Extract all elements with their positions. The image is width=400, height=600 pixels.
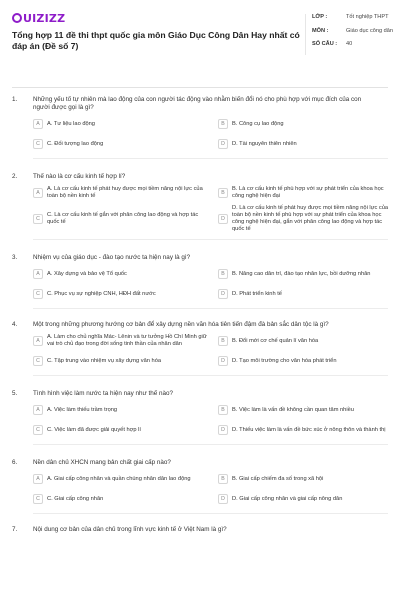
option-text: C. Đối tượng lao động [47,140,104,147]
option-b[interactable] [218,333,395,349]
option-a[interactable] [33,185,210,201]
question-divider [33,513,388,514]
options-grid [33,266,388,302]
option-text: D. Thiếu việc làm là vấn đề bức xúc ở nông thôn và thành thị [232,426,386,433]
question-5 [12,390,388,445]
quizizz-logo[interactable] [12,12,65,25]
option-text: A. Việc làm thiếu trầm trọng [47,406,118,413]
option-letter-box: C [33,214,43,224]
question-number: 6. [12,459,18,466]
question-header [12,390,388,398]
option-letter-box: C [33,139,43,149]
option-letter-box: A [33,405,43,415]
option-text: D. Là cơ cấu kinh tế phát huy được mọi tiềm năng nội lực của toàn bộ nền kinh tế phù hợp với sự phát triển của khoa học công nghệ hiện đại, gắn với phân công lao động và hợp tác quốc tế [232,205,389,232]
option-c[interactable] [33,205,210,233]
logo-text: UIZIZZ [23,12,66,25]
meta-question-count: SỐ CÂU : 40 [312,41,353,47]
option-d[interactable] [218,422,395,438]
meta-class: LỚP : Tốt nghiệp THPT [312,14,389,20]
question-divider [33,375,388,376]
option-a[interactable] [33,333,210,349]
meta-subject: MÔN : Giáo dục công dân [312,27,393,34]
question-text: Nền dân chủ XHCN mang bản chất giai cấp nào? [33,459,171,466]
option-letter-box: C [33,356,43,366]
option-letter-box: C [33,289,43,299]
option-letter-box: D [218,356,228,366]
option-d[interactable] [218,353,395,369]
question-text: Tình hình việc làm nước ta hiện nay như thế nào? [33,390,173,397]
option-text: D. Tạo môi trường cho văn hóa phát triển [232,357,337,364]
question-header [12,254,388,262]
option-letter-box: A [33,474,43,484]
option-a[interactable] [33,266,210,282]
option-letter-box: A [33,119,43,129]
question-header [12,173,388,181]
question-text: Những yếu tố tự nhiên mà lao động của con người tác động vào nhằm biến đổi nó cho phù hợp với mục đích của con người được gọi là gì? [33,96,362,111]
option-b[interactable] [218,402,395,418]
question-1 [12,96,388,159]
logo-q-icon [12,13,22,23]
question-text: Một trong những phương hướng cơ bản để xây dựng nền văn hóa tiên tiến đậm đà bản sắc dân tộc là gì? [33,321,329,328]
question-text: Nội dung cơ bản của dân chủ trong lĩnh vực kinh tế ở Việt Nam là gì? [33,526,227,533]
question-header [12,526,388,534]
question-7 [12,526,388,534]
question-number: 3. [12,254,18,261]
worksheet-title: Tổng hợp 11 đề thi thpt quốc gia môn Giáo Dục Công Dân Hay nhất có đáp án (Đề số 7) [12,30,300,51]
option-text: C. Việc làm đã được giải quyết hợp lí [47,426,141,433]
question-list [12,96,388,538]
option-text: C. Giai cấp công nhân [47,495,104,502]
options-grid [33,333,388,369]
option-text: D. Phát triển kinh tế [232,290,282,297]
option-letter-box: A [33,336,43,346]
question-6 [12,459,388,514]
question-header [12,459,388,467]
options-grid [33,116,388,152]
question-header [12,321,388,329]
option-c[interactable] [33,491,210,507]
question-number: 7. [12,526,18,533]
option-d[interactable] [218,205,395,233]
option-c[interactable] [33,136,210,152]
option-text: B. Nâng cao dân trí, đào tạo nhân lực, bồi dưỡng nhân [232,270,371,277]
question-text: Thế nào là cơ cấu kinh tế hợp lí? [33,173,126,180]
option-a[interactable] [33,471,210,487]
question-divider [33,158,388,159]
option-c[interactable] [33,353,210,369]
option-text: C. Phục vụ sự nghiệp CNH, HĐH đất nước [47,290,156,297]
worksheet-header [12,12,393,88]
option-text: B. Công cụ lao động [232,120,284,127]
options-grid [33,402,388,438]
question-2 [12,173,388,240]
option-d[interactable] [218,491,395,507]
option-letter-box: A [33,269,43,279]
question-number: 2. [12,173,18,180]
option-letter-box: D [218,139,228,149]
option-letter-box: B [218,336,228,346]
option-text: A. Giai cấp công nhân và quần chúng nhân dân lao động [47,475,191,482]
question-number: 4. [12,321,18,328]
option-letter-box: B [218,188,228,198]
question-number: 1. [12,96,18,103]
option-letter-box: D [218,214,228,224]
option-letter-box: A [33,188,43,198]
option-a[interactable] [33,402,210,418]
option-a[interactable] [33,116,210,132]
option-b[interactable] [218,116,395,132]
option-letter-box: B [218,474,228,484]
option-text: D. Giai cấp công nhân và giai cấp nông dân [232,495,343,502]
question-divider [33,444,388,445]
option-letter-box: D [218,289,228,299]
question-4 [12,321,388,376]
options-grid [33,185,388,233]
option-text: A. Xây dựng và bảo vệ Tổ quốc [47,270,127,277]
option-letter-box: D [218,494,228,504]
question-header [12,96,388,112]
question-number: 5. [12,390,18,397]
option-b[interactable] [218,185,395,201]
option-text: A. Là cơ cấu kinh tế phát huy được mọi tiềm năng nội lực của toàn bộ nền kinh tế [47,186,203,199]
option-text: B. Việc làm là vấn đề không cần quan tâm nhiều [232,406,354,413]
option-text: D. Tài nguyên thiên nhiên [232,140,297,147]
option-b[interactable] [218,471,395,487]
question-text: Nhiệm vụ của giáo dục - đào tạo nước ta hiện nay là gì? [33,254,191,261]
option-text: B. Giai cấp chiếm đa số trong xã hội [232,475,324,482]
option-c[interactable] [33,422,210,438]
question-3 [12,254,388,309]
option-text: A. Làm cho chủ nghĩa Mác- Lênin và tư tưởng Hồ Chí Minh giữ vai trò chủ đạo trong đời sống tinh thần của nhân dân [47,334,207,347]
option-c[interactable] [33,286,210,302]
option-text: A. Tư liệu lao động [47,120,95,127]
question-divider [33,239,388,240]
option-text: C. Tập trung vào nhiệm vụ xây dựng văn hóa [47,357,162,364]
option-letter-box: B [218,269,228,279]
option-letter-box: B [218,405,228,415]
option-d[interactable] [218,286,395,302]
option-text: B. Đổi mới cơ chế quản lí văn hóa [232,337,319,344]
options-grid [33,471,388,507]
option-letter-box: C [33,425,43,435]
option-text: B. Là cơ cấu kinh tế phù hợp với sự phát triển của khoa học công nghệ hiện đại [232,186,384,199]
option-letter-box: B [218,119,228,129]
option-text: C. Là cơ cấu kinh tế gắn với phân công lao động và hợp tác quốc tế [47,212,199,225]
worksheet-meta [305,14,395,55]
option-d[interactable] [218,136,395,152]
option-letter-box: C [33,494,43,504]
question-divider [33,308,388,309]
option-letter-box: D [218,425,228,435]
option-b[interactable] [218,266,395,282]
